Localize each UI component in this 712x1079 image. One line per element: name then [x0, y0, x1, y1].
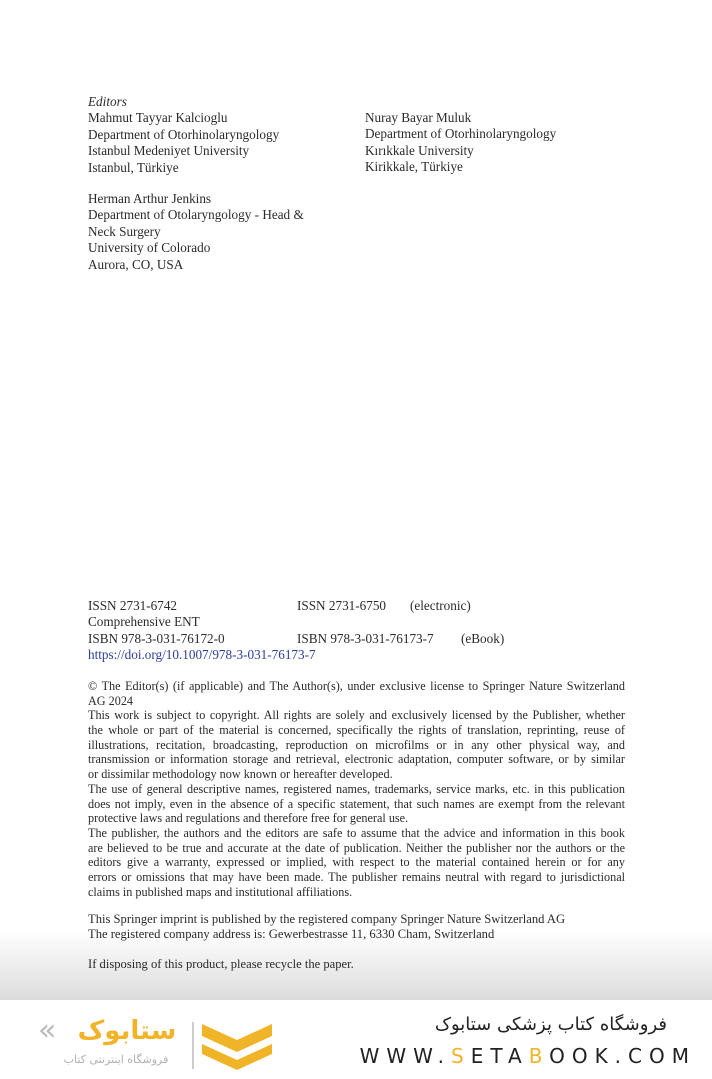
isbn-ebook: ISBN 978-3-031-76173-7	[297, 630, 434, 646]
copyright-line: The use of general descriptive names, registered names, trademarks, service marks, etc. in this publication	[88, 781, 625, 796]
editor-third	[88, 191, 304, 273]
editor-city: Aurora, CO, USA	[88, 256, 184, 272]
logo-divider	[192, 1022, 194, 1069]
issn-electronic: ISSN 2731-6750	[297, 598, 387, 613]
banner-url[interactable]: WWW.SETABOOK.COM	[359, 1044, 696, 1068]
copyright-line: or dissimilar methodology now known or hereafter developed.	[88, 767, 393, 782]
setabook-banner[interactable]	[0, 1000, 712, 1079]
recycle-note: If disposing of this product, please recycle the paper.	[88, 957, 354, 971]
logo-chevron-mark-icon	[202, 1024, 272, 1074]
banner-title: فروشگاه کتاب پزشکی ستابوک	[434, 1014, 667, 1035]
copyright-line: does not imply, even in the absence of a specific statement, that such names are exempt from the relevant	[88, 796, 625, 811]
isbn-ebook-note: (eBook)	[461, 630, 505, 646]
copyright-line: transmission or information storage and retrieval, electronic adaptation, computer software, or by similar	[88, 752, 625, 767]
copyright-line: are believed to be true and accurate at the date of publication. Neither the publisher nor the authors or the	[88, 840, 625, 855]
imprint-line: This Springer imprint is published by the registered company Springer Nature Switzerland AG	[88, 912, 566, 926]
editors-right	[365, 110, 556, 176]
editors-left	[88, 94, 279, 176]
copyright-line: The publisher, the authors and the editors are safe to assume that the advice and information in this book	[88, 825, 625, 840]
editor-inst: University of Colorado	[88, 240, 211, 256]
copyright-line: protective laws and regulations and therefore free for general use.	[88, 811, 409, 826]
identifiers	[88, 598, 628, 664]
series-title: Comprehensive ENT	[88, 614, 200, 630]
copyright-line: errors or omissions that may have been made. The publisher remains neutral with regard to jurisdictional	[88, 869, 625, 884]
copyright-line: © The Editor(s) (if applicable) and The Author(s), under exclusive license to Springer Nature Switzerland	[88, 679, 625, 693]
doi-link[interactable]: https://doi.org/10.1007/978-3-031-76173-7	[88, 647, 316, 663]
editor-inst: Kırıkkale University	[365, 142, 474, 158]
editor-city: Istanbul, Türkiye	[88, 159, 179, 175]
editor-name: Herman Arthur Jenkins	[88, 191, 212, 206]
copyright-notice	[88, 679, 625, 899]
editor-dept: Department of Otolaryngology - Head &	[88, 207, 304, 223]
editor-name: Mahmut Tayyar Kalcioglu	[88, 110, 228, 126]
editor-inst: Istanbul Medeniyet University	[88, 143, 250, 159]
editor-dept: Department of Otorhinolaryngology	[365, 126, 557, 142]
logo-subtitle: فروشگاه اینترنتی کتاب	[63, 1053, 169, 1066]
copyright-line: illustrations, recitation, broadcasting, reproduction on microfilms or in any other physical way, and	[88, 737, 625, 752]
imprint-info	[88, 912, 625, 941]
copyright-line: This work is subject to copyright. All rights are solely and exclusively licensed by the Publisher, whether	[88, 708, 625, 723]
editor-city: Kirikkale, Türkiye	[365, 159, 463, 175]
editors-label: Editors	[88, 94, 127, 109]
logo-wordmark: ستابوک	[77, 1016, 177, 1046]
issn-print: ISSN 2731-6742	[88, 598, 178, 613]
copyright-line: AG 2024	[88, 693, 134, 708]
issn-electronic-note: (electronic)	[410, 598, 471, 613]
logo-chevrons-icon: «	[38, 1013, 57, 1048]
editor-dept-cont: Neck Surgery	[88, 223, 161, 239]
copyright-line: the whole or part of the material is concerned, specifically the rights of translation, reprinting, reuse of	[88, 723, 625, 738]
editor-dept: Department of Otorhinolaryngology	[88, 126, 280, 142]
copyright-line: claims in published maps and institutional affiliations.	[88, 884, 353, 899]
editor-name: Nuray Bayar Muluk	[365, 110, 472, 125]
copyright-line: editors give a warranty, expressed or implied, with respect to the material contained herein or for any	[88, 855, 625, 870]
imprint-address: The registered company address is: Gewerbestrasse 11, 6330 Cham, Switzerland	[88, 926, 495, 941]
isbn-print: ISBN 978-3-031-76172-0	[88, 630, 225, 646]
